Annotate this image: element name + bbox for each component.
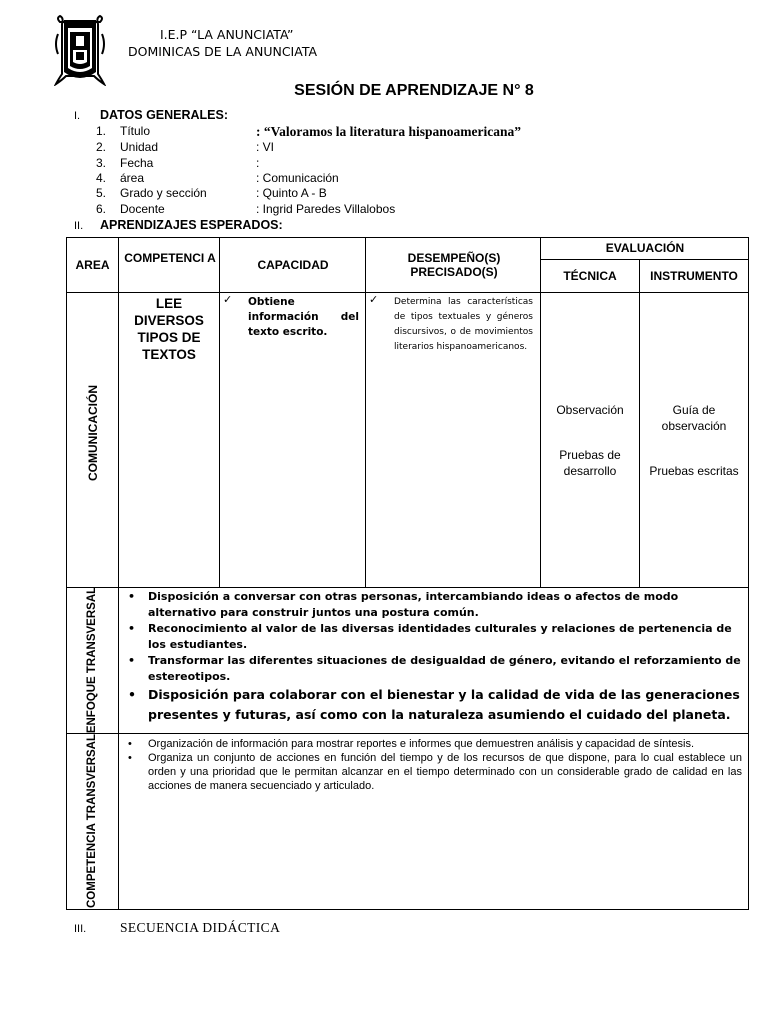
- competencia-transversal-label: COMPETENCIA TRANSVERSAL: [86, 734, 98, 908]
- header-area: AREA: [75, 258, 110, 272]
- section-secuencia: [74, 919, 280, 937]
- enfoque-transversal-label: ENFOQUE TRANSVERSAL: [86, 586, 98, 734]
- school-name-line2: DOMINICAS DE LA ANUNCIATA: [128, 44, 318, 59]
- section-number: II.: [74, 220, 84, 232]
- row-number: 3.: [96, 156, 107, 170]
- list-item: • Disposición para colaborar con el bienestar y la calidad de vida de las generaciones presentes y futuras, así como con la naturaleza asumiendo el cuidado del planeta.: [122, 685, 742, 725]
- header-capacidad: CAPACIDAD: [257, 258, 329, 272]
- instrumento-guia: Guía de observación: [661, 403, 727, 433]
- general-data-row: [96, 186, 327, 201]
- row-label: Docente: [120, 202, 165, 216]
- section-aprendizajes: [74, 218, 283, 232]
- school-crest-logo: [54, 14, 106, 86]
- general-data-row: [96, 124, 521, 139]
- enfoque-list: [122, 589, 742, 725]
- school-name-line1: I.E.P “LA ANUNCIATA”: [160, 27, 294, 42]
- list-item: • Disposición a conversar con otras personas, intercambiando ideas o afectos de modo alternativo para construir juntos una postura común.: [122, 589, 742, 621]
- row-number: 2.: [96, 140, 107, 154]
- general-data-row: [96, 140, 275, 155]
- section-number: I.: [74, 110, 81, 122]
- row-value: : Comunicación: [256, 171, 339, 185]
- section-label: SECUENCIA DIDÁCTICA: [120, 920, 281, 935]
- list-item: • Transformar las diferentes situaciones de desigualdad de género, evitando el reforzamiento de estereotipos.: [122, 653, 742, 685]
- section-datos-generales: [74, 108, 228, 122]
- check-icon: ✓: [369, 294, 379, 306]
- row-label: Grado y sección: [120, 186, 207, 200]
- section-label: DATOS GENERALES:: [100, 108, 229, 122]
- row-label: Título: [120, 124, 151, 138]
- general-data-row: [96, 171, 339, 186]
- row-value: : Ingrid Paredes Villalobos: [256, 202, 396, 216]
- header-instrumento: INSTRUMENTO: [650, 269, 738, 283]
- list-item: • Organización de información para mostrar reportes e informes que demuestren análisis y capacidad de síntesis.: [122, 737, 742, 751]
- session-title: SESIÓN DE APRENDIZAJE N° 8: [294, 82, 534, 99]
- check-icon: ✓: [223, 294, 233, 306]
- header-desempeno: DESEMPEÑO(S) PRECISADO(S): [407, 251, 501, 279]
- competencia-list: [122, 737, 742, 793]
- row-number: 1.: [96, 124, 107, 138]
- section-label: APRENDIZAJES ESPERADOS:: [100, 218, 283, 232]
- header-tecnica: TÉCNICA: [563, 269, 617, 283]
- tecnica-pruebas: Pruebas de desarrollo: [559, 448, 621, 478]
- list-item: • Reconocimiento al valor de las diversas identidades culturales y relaciones de pertenencia de los estudiantes.: [122, 621, 742, 653]
- capacidad-text: Obtiene información del texto escrito.: [248, 296, 359, 338]
- instrumento-pruebas: Pruebas escritas: [649, 464, 739, 478]
- general-data-row: [96, 202, 396, 217]
- header-evaluacion: EVALUACIÓN: [605, 241, 685, 255]
- row-value: : Quinto A - B: [256, 186, 327, 200]
- competencia-text: LEE DIVERSOS TIPOS DE TEXTOS: [134, 296, 204, 362]
- row-value: : “Valoramos la literatura hispanoamericana”: [256, 124, 521, 139]
- tecnica-observacion: Observación: [556, 403, 624, 417]
- header-competencia: COMPETENCI A: [124, 251, 216, 265]
- list-item: • Organiza un conjunto de acciones en función del tiempo y de los recursos de que dispone, para lo cual establece un orden y una prioridad que le permitan alcanzar en el tiempo determinado con un considerable grado de calidad en las acciones de manera secuenciado y articulado.: [122, 751, 742, 793]
- area-comunicacion-label: COMUNICACIÓN: [86, 385, 100, 481]
- desempeno-text: Determina las características de tipos textuales y géneros discursivos, o de movimientos literarios hispanoamericanos.: [394, 297, 533, 352]
- general-data-row: [96, 156, 260, 171]
- row-number: 4.: [96, 171, 107, 185]
- learning-table: [66, 237, 749, 910]
- school-name: [128, 26, 317, 60]
- section-number: III.: [74, 923, 87, 935]
- row-number: 6.: [96, 202, 107, 216]
- row-label: área: [120, 171, 145, 185]
- row-value: : VI: [256, 140, 275, 154]
- row-label: Unidad: [120, 140, 159, 154]
- row-value: :: [256, 156, 260, 170]
- row-label: Fecha: [120, 156, 154, 170]
- row-number: 5.: [96, 186, 107, 200]
